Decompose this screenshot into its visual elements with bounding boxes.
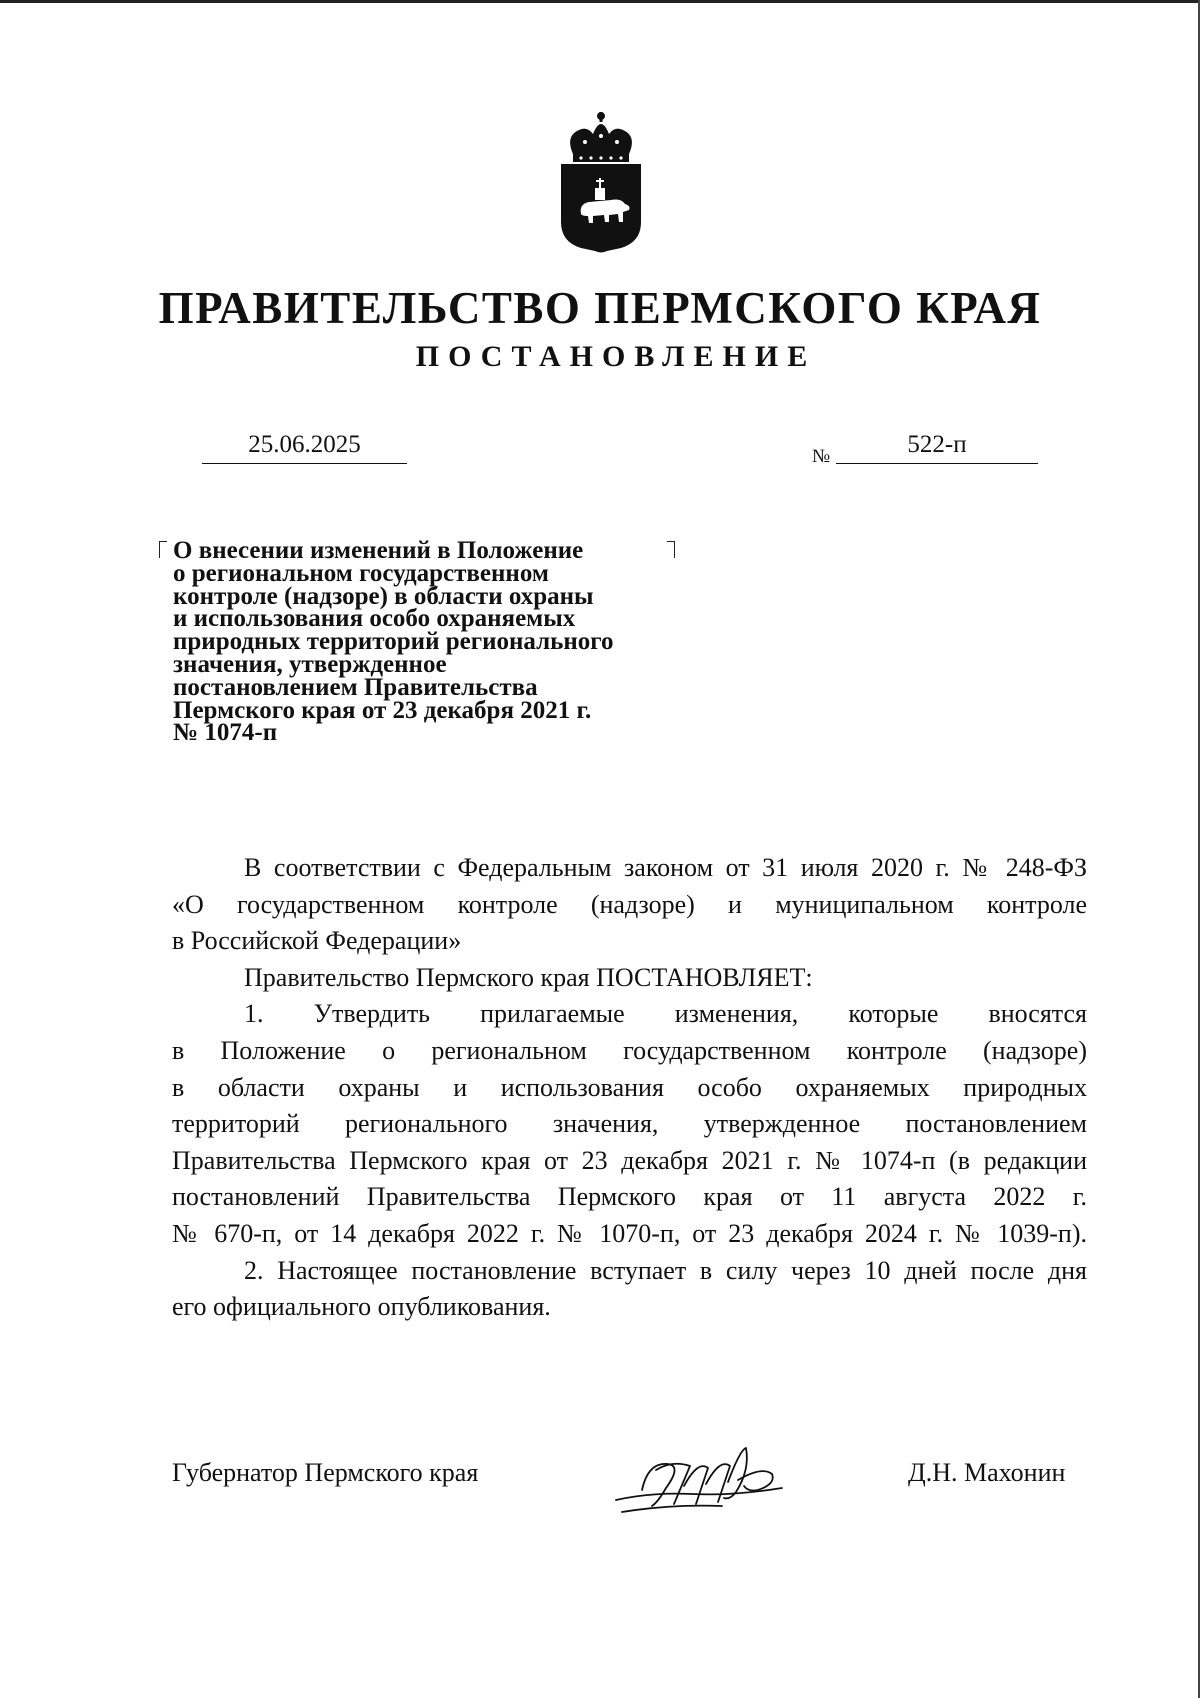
document-number [836,430,1038,460]
subject-line: Пермского края от 23 декабря 2021 г. [173,696,592,724]
signer-name: Д.Н. Махонин [908,1458,1066,1487]
preamble-line: «О государственном контроле (надзоре) и муниципальном контроле [172,889,1087,919]
preamble-line: в Российской Федерации» [172,926,462,956]
document-body [172,850,1087,1326]
number-value: 522-п [907,431,967,458]
preamble-line: В соответствии с Федеральным законом от 31 июля 2020 г. № 248-ФЗ [244,853,1087,882]
item1-line: 1. Утвердить прилагаемые изменения, которые вносятся [244,999,1087,1029]
item1-line: Правительства Пермского края от 23 декабря 2021 г. № 1074-п (в редакции [172,1145,1087,1175]
subject-line: и использования особо охраняемых [173,605,576,633]
scan-top-edge [0,0,1200,3]
item2-line: 2. Настоящее постановление вступает в силу через 10 дней после дня [244,1255,1087,1285]
item1-line: № 670-п, от 14 декабря 2022 г. № 1070-п, от 23 декабря 2024 г. № 1039-п). [172,1218,1087,1248]
subject-line: природных территорий регионального [173,628,614,656]
subject-line: постановлением Правительства [173,673,538,701]
item1-line: в области охраны и использования особо охраняемых природных [172,1072,1087,1102]
date-value: 25.06.2025 [248,431,361,458]
resolves-line: Правительство Пермского края ПОСТАНОВЛЯЕТ: [244,962,813,992]
subject-line: контроле (надзоре) в области охраны [173,582,594,610]
perm-krai-coat-of-arms-icon [551,110,651,260]
document-subject [173,537,693,747]
date-underline [202,463,407,464]
signer-position: Губернатор Пермского края [172,1458,479,1487]
subject-line: № 1074-п [173,719,278,747]
item2-line: его официального опубликования. [172,1292,551,1322]
subject-line: значения, утвержденное [173,650,447,678]
government-title: ПРАВИТЕЛЬСТВО ПЕРМСКОГО КРАЯ [158,283,1042,333]
number-underline [836,463,1038,464]
handwritten-signature-icon [612,1440,802,1520]
item1-line: территорий регионального значения, утвержденное постановлением [172,1109,1087,1139]
item1-line: постановлений Правительства Пермского края от 11 августа 2022 г. [172,1182,1087,1212]
item1-line: в Положение о региональном государственном контроле (надзоре) [172,1035,1087,1065]
subject-corner-left [159,541,167,558]
number-label: № [812,446,831,467]
document-date [202,430,407,460]
subject-line: О внесении изменений в Положение [173,537,584,564]
subject-line: о региональном государственном [173,559,549,587]
document-type: ПОСТАНОВЛЕНИЕ [415,340,817,373]
